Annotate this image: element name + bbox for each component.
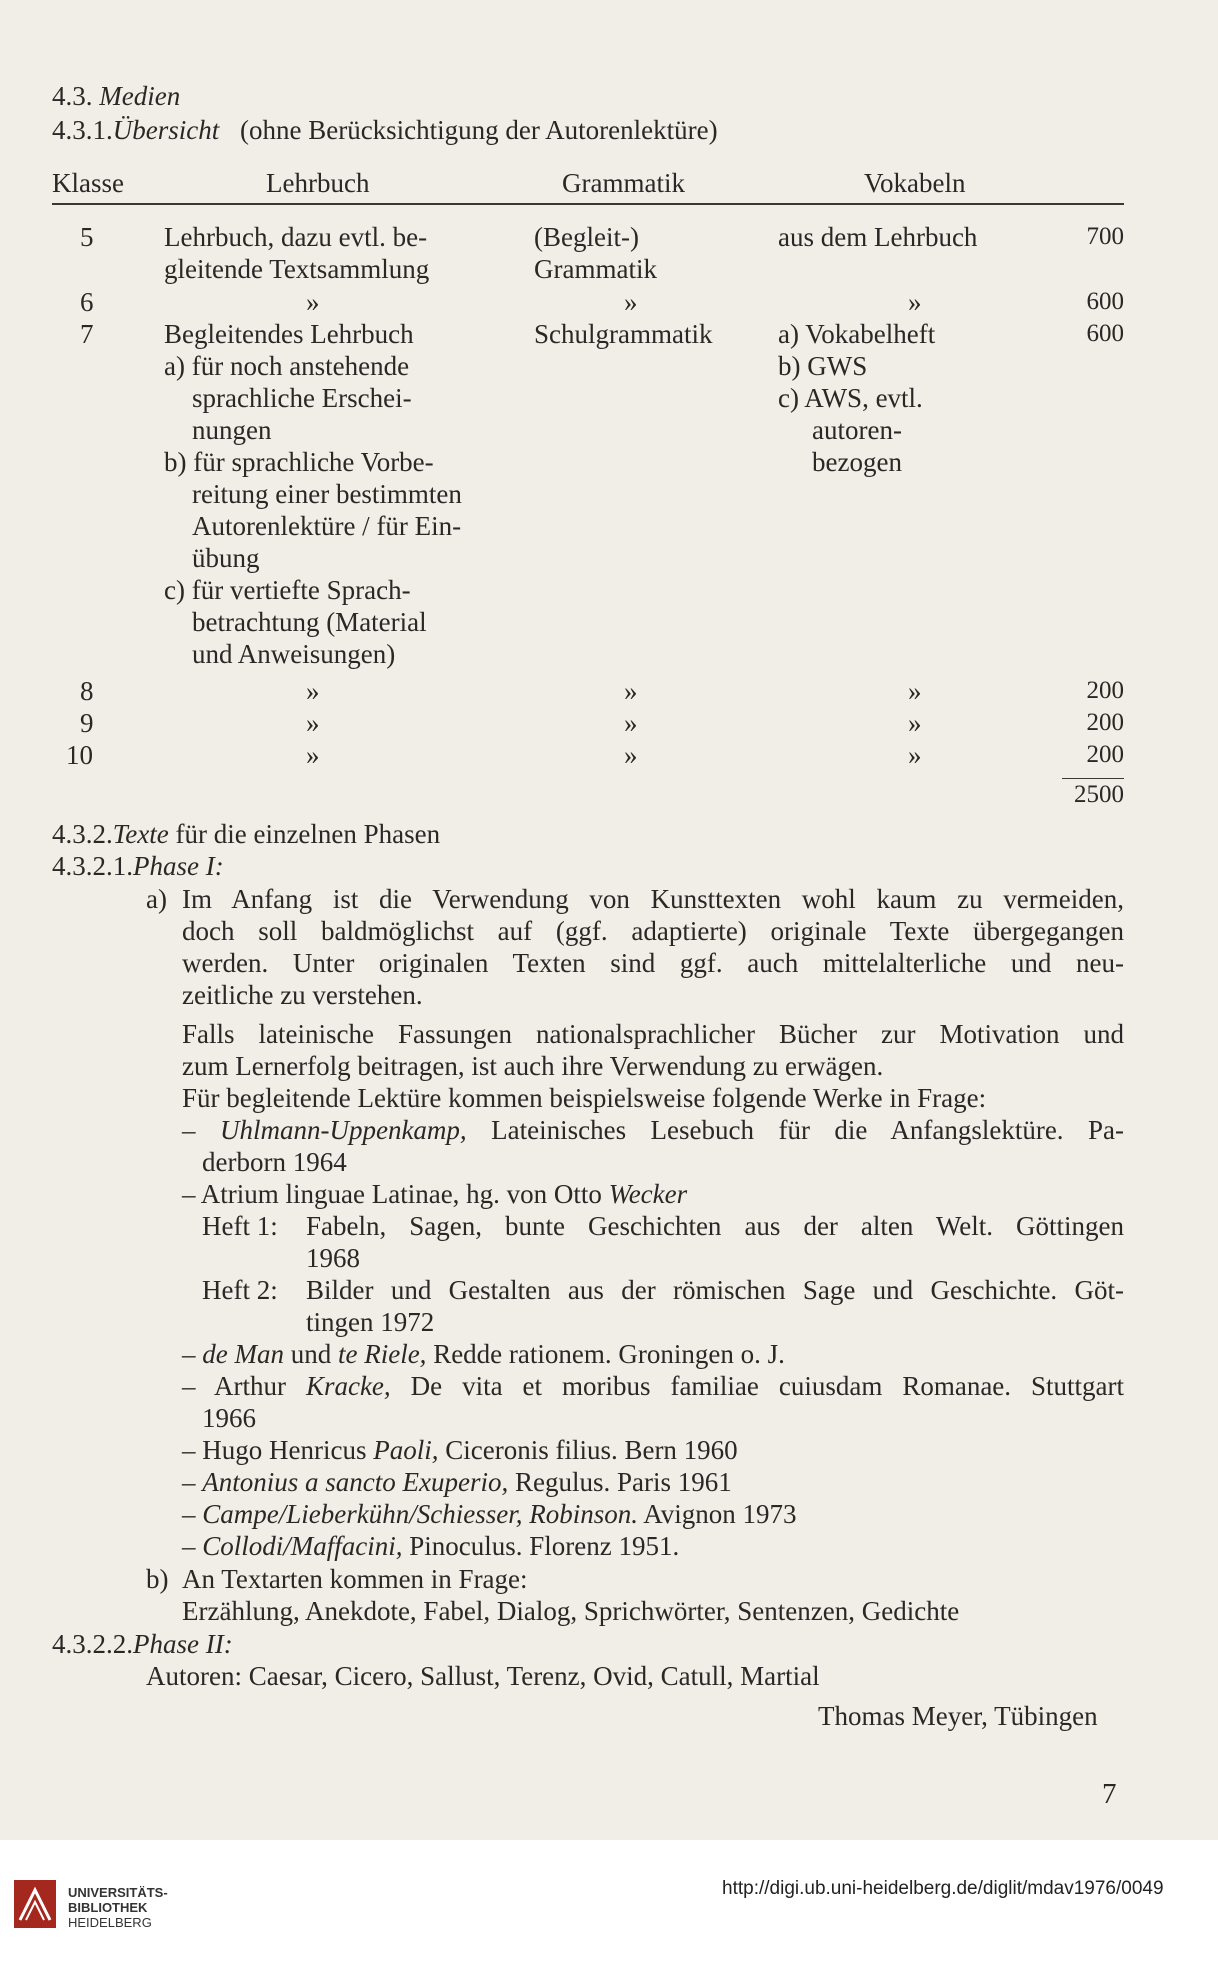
heading-4-3-2-2 [52,1628,233,1660]
heading-number: 4.3.1. [52,115,113,145]
author: Antonius a sancto Exuperio, [202,1467,509,1497]
title: Regulus. Paris 1961 [508,1467,732,1497]
row-7-count: 600 [1086,320,1124,347]
heading-4-3-2 [52,818,440,850]
row-6-vokabeln-ditto: » [908,287,922,317]
col-header-lehrbuch: Lehrbuch [266,168,370,198]
paragraph-line: Für begleitende Lektüre kommen beispielsweise folgende Werke in Frage: [182,1083,987,1113]
work-entry-cont: 1966 [202,1403,256,1433]
row-6-klasse: 6 [80,287,94,317]
row-10-lehrbuch-ditto: » [306,740,320,770]
row-7-vokabeln-c-2: autoren- [812,415,902,445]
row-7-lehrbuch: Begleitendes Lehrbuch [164,319,414,349]
paragraph-line: doch soll baldmöglichst auf (ggf. adaptierte) originale Texte übergegangen [182,916,1124,946]
heading-title: Phase I: [133,851,224,881]
paragraph-line: werden. Unter originalen Texten sind ggf. auch mittelalterliche und neu- [182,948,1124,978]
dash: – [182,1115,220,1145]
row-7-sub-b-3: Autorenlektüre / für Ein- [192,511,462,541]
row-7-vokabeln-b: b) GWS [778,351,868,381]
digitization-footer [0,1840,1218,1962]
heft-year: tingen 1972 [306,1307,435,1337]
title: De vita et moribus familiae cuiusdam Romanae. Stuttgart [390,1371,1124,1401]
row-10-count: 200 [1086,741,1124,768]
table-header-rule [52,203,1124,205]
work-entry [182,1434,738,1466]
library-name-line-3: HEIDELBERG [68,1915,152,1930]
dash: – [182,1339,203,1369]
heading-4-3 [52,80,180,112]
author: Paoli, [373,1435,439,1465]
dash: – Arthur [182,1371,306,1401]
row-6-lehrbuch-ditto: » [306,287,320,317]
heading-title: Phase II: [133,1629,233,1659]
title: Ciceronis filius. Bern 1960 [438,1435,738,1465]
work-entry [182,1338,785,1370]
heading-number: 4.3. [52,81,93,111]
work-entry [182,1530,679,1562]
row-10-grammatik-ditto: » [624,740,638,770]
title: Redde rationem. Groningen o. J. [426,1339,785,1369]
row-10-vokabeln-ditto: » [908,740,922,770]
row-5-vokabeln: aus dem Lehrbuch [778,222,978,252]
heading-number: 4.3.2.2. [52,1629,133,1659]
row-7-klasse: 7 [80,319,94,349]
row-7-sub-b-4: übung [192,543,260,573]
page-number: 7 [1102,1778,1117,1810]
heading-4-3-2-1 [52,850,224,882]
paragraph-line: Falls lateinische Fassungen nationalsprachlicher Bücher zur Motivation und [182,1019,1124,1049]
dash: – Hugo Henricus [182,1435,374,1465]
title: Avignon 1973 [637,1499,797,1529]
title: Lateinisches Lesebuch für die Anfangslektüre. Pa- [466,1115,1125,1145]
row-7-sub-b-1: b) für sprachliche Vorbe- [164,447,434,477]
item-a-label: a) [146,884,167,914]
row-9-count: 200 [1086,709,1124,736]
heading-4-3-1 [52,114,718,146]
heft-year: 1968 [306,1243,360,1273]
row-6-count: 600 [1086,288,1124,315]
paragraph-line: zeitliche zu verstehen. [182,980,423,1010]
row-6-grammatik-ditto: » [624,287,638,317]
col-header-klasse: Klasse [52,168,124,198]
row-7-vokabeln-a: a) Vokabelheft [778,319,936,349]
col-header-grammatik: Grammatik [562,168,685,198]
row-7-sub-b-2: reitung einer bestimmten [192,479,462,509]
work-entry [182,1178,687,1210]
library-name-line-1: UNIVERSITÄTS- [68,1885,168,1900]
work-entry [182,1370,1124,1402]
heading-title: Übersicht [112,115,220,145]
row-5-grammatik-1: (Begleit-) [534,222,639,252]
title: – Atrium linguae Latinae, hg. von Otto [182,1179,609,1209]
heading-rest: für die einzelnen Phasen [175,819,441,849]
row-7-sub-a-1: a) für noch anstehende [164,351,410,381]
paragraph-line: zum Lernerfolg beitragen, ist auch ihre Verwendung zu erwägen. [182,1051,884,1081]
heft-title: Bilder und Gestalten aus der römischen Sage und Geschichte. Göt- [306,1275,1124,1305]
library-logo-icon [14,1880,56,1928]
row-7-sub-c-1: c) für vertiefte Sprach- [164,575,411,605]
work-entry [182,1114,1124,1146]
row-7-sub-c-2: betrachtung (Material [192,607,427,637]
row-9-grammatik-ditto: » [624,708,638,738]
row-8-lehrbuch-ditto: » [306,676,320,706]
row-5-klasse: 5 [80,222,94,252]
heft-label: Heft 1: [202,1211,278,1241]
work-entry [182,1466,732,1498]
dash: – [182,1531,203,1561]
signature: Thomas Meyer, Tübingen [818,1701,1098,1731]
heft-title: Fabeln, Sagen, bunte Geschichten aus der alten Welt. Göttingen [306,1211,1124,1241]
author: Wecker [608,1179,688,1209]
row-7-grammatik: Schulgrammatik [534,319,713,349]
title: Pinoculus. Florenz 1951. [402,1531,680,1561]
work-entry [182,1498,796,1530]
row-9-lehrbuch-ditto: » [306,708,320,738]
library-name-line-2: BIBLIOTHEK [68,1900,148,1915]
row-5-grammatik-2: Grammatik [534,254,657,284]
col-header-vokabeln: Vokabeln [864,168,966,198]
dash: – [182,1467,203,1497]
item-b-line-2: Erzählung, Anekdote, Fabel, Dialog, Sprichwörter, Sentenzen, Gedichte [182,1596,960,1626]
source-url-link[interactable]: http://digi.ub.uni-heidelberg.de/diglit/mdav1976/0049 [722,1878,1164,1899]
row-5-lehrbuch-2: gleitende Textsammlung [164,254,430,284]
conjunction: und [283,1339,338,1369]
row-7-sub-c-3: und Anweisungen) [192,639,396,669]
row-8-grammatik-ditto: » [624,676,638,706]
author: Uhlmann-Uppenkamp, [219,1115,467,1145]
author: Campe/Lieberkühn/Schiesser, Robinson. [202,1499,638,1529]
row-7-vokabeln-c: c) AWS, evtl. [778,383,923,413]
work-entry-cont: derborn 1964 [202,1147,347,1177]
item-b-line-1: An Textarten kommen in Frage: [182,1564,528,1594]
row-7-sub-a-2: sprachliche Erschei- [192,383,412,413]
heading-title: Medien [99,81,181,111]
authors-line: Autoren: Caesar, Cicero, Sallust, Terenz, Ovid, Catull, Martial [146,1661,820,1691]
row-8-count: 200 [1086,677,1124,704]
item-b-label: b) [146,1564,169,1594]
row-9-vokabeln-ditto: » [908,708,922,738]
row-5-lehrbuch-1: Lehrbuch, dazu evtl. be- [164,222,428,252]
row-10-klasse: 10 [66,740,93,770]
heading-number: 4.3.2. [52,819,113,849]
heft-label: Heft 2: [202,1275,278,1305]
author: Kracke, [305,1371,391,1401]
row-8-klasse: 8 [80,676,94,706]
paragraph-line: Im Anfang ist die Verwendung von Kunsttexten wohl kaum zu vermeiden, [182,884,1124,914]
dash: – [182,1499,203,1529]
author: de Man [202,1339,284,1369]
row-9-klasse: 9 [80,708,94,738]
author: Collodi/Maffacini, [202,1531,403,1561]
heading-number: 4.3.2.1. [52,851,133,881]
heading-title: Texte [112,819,169,849]
row-5-count: 700 [1086,223,1124,250]
row-7-vokabeln-c-3: bezogen [812,447,902,477]
author: te Riele, [337,1339,427,1369]
heading-rest: (ohne Berücksichtigung der Autorenlektüre) [239,115,718,145]
row-8-vokabeln-ditto: » [908,676,922,706]
total-count: 2500 [1074,781,1124,808]
row-7-sub-a-3: nungen [192,415,272,445]
